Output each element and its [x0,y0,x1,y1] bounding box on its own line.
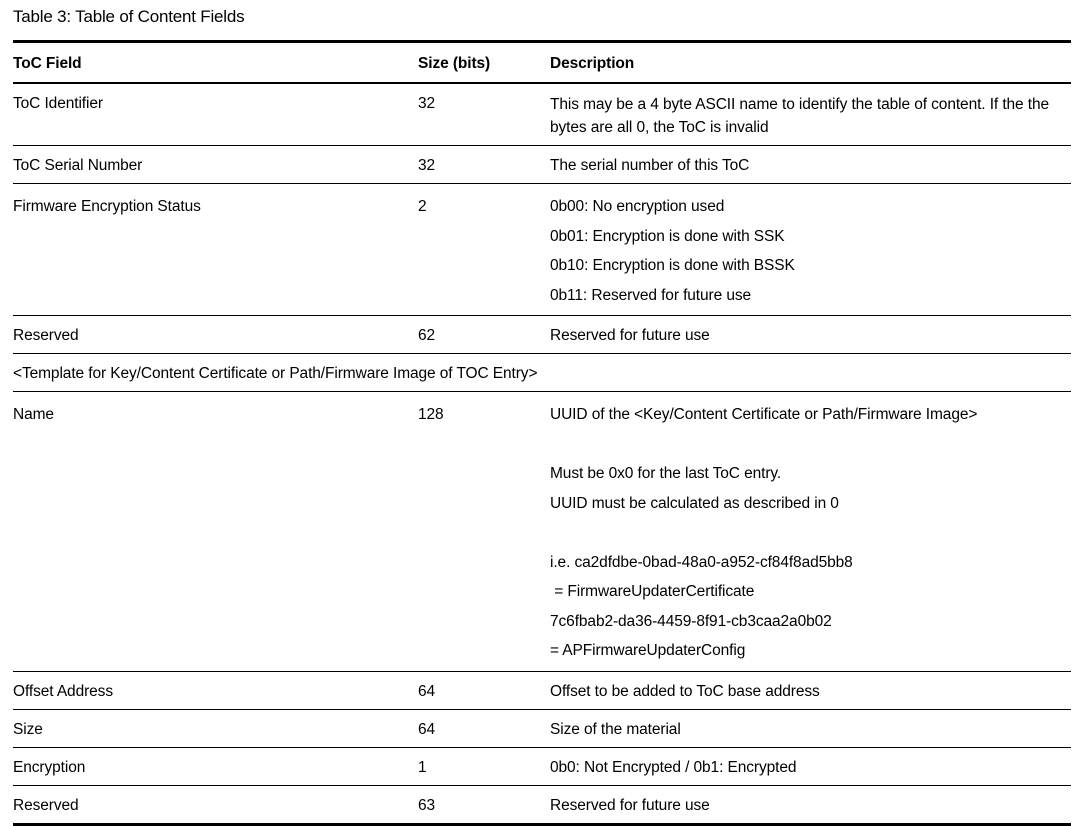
table-row [13,672,1071,710]
field-cell: Offset Address [13,682,113,700]
size-cell [418,184,550,315]
description-cell: 0b0: Not Encrypted / 0b1: Encrypted [550,758,797,776]
field-cell: Reserved [13,327,79,344]
blank-line [550,518,1071,548]
size-cell: 32 [418,95,436,112]
size-text: 2 [418,198,427,215]
description-line: Must be 0x0 for the last ToC entry. [550,465,782,482]
description-line: = FirmwareUpdaterCertificate [550,583,755,600]
table-row [13,316,1071,354]
field-cell: ToC Identifier [13,95,103,112]
description-line: 7c6fbab2-da36-4459-8f91-cb3caa2a0b02 [550,612,832,630]
field-text: Firmware Encryption Status [13,198,201,215]
field-cell: Size [13,720,43,738]
table-row [13,392,1071,672]
toc-fields-table [13,40,1071,826]
field-cell [13,392,418,671]
table-row [13,786,1071,823]
description-cell [550,392,1071,671]
header-description: Description [550,55,635,72]
description-cell: The serial number of this ToC [550,157,750,174]
table-row [13,748,1071,786]
size-cell: 64 [418,720,436,738]
field-cell [13,184,418,315]
description-line: UUID of the <Key/Content Certificate or Path/Firmware Image> [550,406,978,423]
field-cell: Encryption [13,758,86,776]
table-row [13,184,1071,316]
description-line: UUID must be calculated as described in 0 [550,494,839,512]
template-row [13,354,1071,392]
description-line: 0b11: Reserved for future use [550,286,752,304]
header-toc-field: ToC Field [13,55,82,72]
table-row [13,710,1071,748]
table-row [13,146,1071,184]
template-row-text: <Template for Key/Content Certificate or Path/Firmware Image of TOC Entry> [13,365,538,382]
field-cell: ToC Serial Number [13,157,143,174]
size-cell: 32 [418,157,436,174]
description-cell: Reserved for future use [550,327,710,344]
description-line: 0b01: Encryption is done with SSK [550,227,785,245]
table-row [13,84,1071,146]
description-line: 0b10: Encryption is done with BSSK [550,257,795,274]
description-cell: Reserved for future use [550,796,710,814]
description-line: = APFirmwareUpdaterConfig [550,642,746,659]
blank-line [550,430,1071,460]
size-cell: 64 [418,682,436,700]
size-cell: 62 [418,327,436,344]
size-cell [418,392,550,671]
field-text: Name [13,406,54,423]
description-cell: Size of the material [550,720,681,738]
description-line: 0b00: No encryption used [550,198,725,215]
description-cell: Offset to be added to ToC base address [550,682,820,700]
description-text: This may be a 4 byte ASCII name to identify the table of content. If the the bytes are all 0, the ToC is invalid [550,96,1050,136]
size-cell: 1 [418,758,427,776]
description-cell [550,184,1071,315]
description-line: i.e. ca2dfdbe-0bad-48a0-a952-cf84f8ad5bb8 [550,553,853,571]
size-text: 128 [418,406,444,423]
size-cell: 63 [418,796,436,814]
header-size-bits: Size (bits) [418,55,491,72]
table-header-row [13,43,1071,84]
field-cell: Reserved [13,796,79,814]
description-cell [550,84,1071,145]
table-caption: Table 3: Table of Content Fields [13,7,245,26]
